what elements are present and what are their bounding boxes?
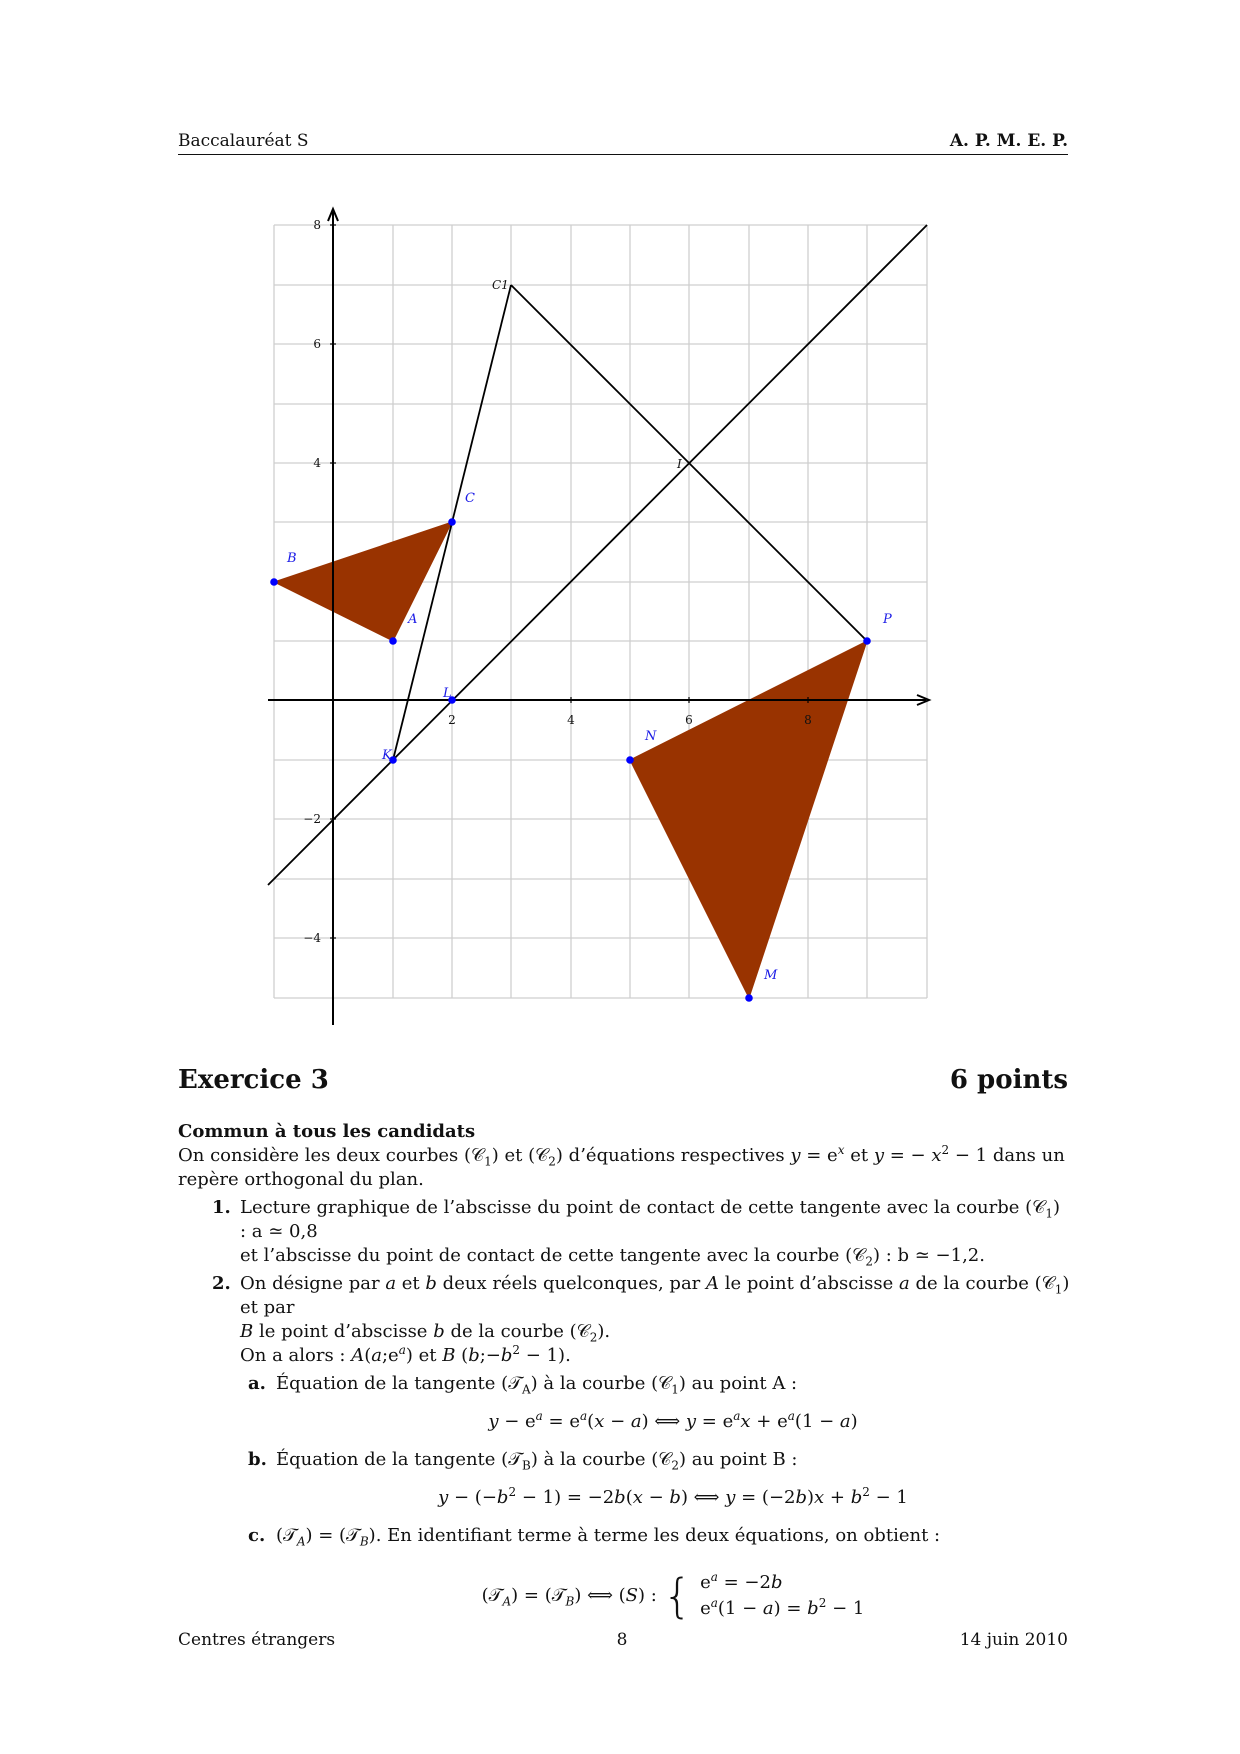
label-k: K — [382, 748, 392, 763]
brace: { — [662, 1569, 693, 1623]
exercise-body — [178, 1120, 1070, 1622]
question-2a: a. Équation de la tangente (𝒯$_A$) à la courbe (𝒞$_1$) au point A : $y - e^a = e^a(x - a)$ ⟺ $y = e^ax + e^a(1 - a)$ — [240, 1372, 1070, 1434]
exercise-title: Exercice 3 — [178, 1065, 329, 1095]
footer-right: 14 juin 2010 — [959, 1630, 1068, 1650]
header-right: A. P. M. E. P. — [949, 131, 1068, 151]
equation-tangent-b: $y - (-b^2 - 1) = -2b(x - b)$ ⟺ $y = (-2b)x + b^2 - 1$ — [438, 1485, 908, 1508]
x-tick-label: 4 — [567, 713, 575, 727]
point-a — [389, 637, 397, 645]
label-i: I — [677, 457, 682, 471]
label-m: M — [764, 968, 778, 983]
geometry-figure — [262, 205, 942, 1035]
footer-left: Centres étrangers — [178, 1630, 336, 1650]
y-tick-label: 4 — [313, 456, 321, 470]
point-n — [626, 756, 634, 764]
header-rule — [178, 154, 1068, 155]
exercise-points: 6 points — [949, 1065, 1068, 1095]
y-tick-label: 6 — [313, 337, 321, 351]
question-2: 2. On désigne par a et b deux réels quelconques, par A le point d’abscisse a de la courbe (𝒞$_1$) et par B le point d’abscisse b de la courbe (𝒞$_2$). On a alors : $A(a;e^a)$ et B $(b;-b^2 - 1)$. a. Équation de la tangente (𝒯$_A$) à la courbe (𝒞$_1$) au point A : $y - e^a = e^a(x - a)$ ⟺ $y = e^ax + e^a(1 - a)$ b. Équation de la tangente (𝒯$_B$) à la courbe (𝒞$_2$) au point B : $y - (-b^2 - 1) = -2b(x - b)$ ⟺ $y = (-2b)x + b^2 - 1$ c. (𝒯$_A$) = (𝒯$_B$). En identifiant terme à terme les deux équations, on obtient : (𝒯$_A$) = (𝒯$_B$) ⟺ (S) : { $e^a = -2b$ $e^a(1 - a) = b^2 - 1$ — [212, 1273, 1070, 1623]
y-tick-label: −4 — [303, 931, 321, 945]
point-p — [863, 637, 871, 645]
label-a: A — [408, 612, 418, 627]
y-tick-label: 8 — [313, 218, 321, 232]
header-left: Baccalauréat S — [178, 131, 309, 151]
x-tick-label: 2 — [448, 713, 456, 727]
y-tick-label: −2 — [303, 812, 321, 826]
label-p: P — [883, 612, 892, 627]
intro-paragraph: On considère les deux courbes (𝒞$_1$) et (𝒞$_2$) d’équations respectives $y = e^x$ et y = − $x^2 - 1$ dans un repère orthogonal du plan. — [178, 1143, 1065, 1190]
point-m — [745, 994, 753, 1002]
equation-system: (𝒯$_A$) = (𝒯$_B$) ⟺ (S) : { $e^a = -2b$ $e^a(1 - a) = b^2 - 1$ — [481, 1569, 865, 1623]
point-c — [448, 518, 456, 526]
question-2b: b. Équation de la tangente (𝒯$_B$) à la courbe (𝒞$_2$) au point B : $y - (-b^2 - 1) = -2b(x - b)$ ⟺ $y = (-2b)x + b^2 - 1$ — [240, 1448, 1070, 1510]
label-c: C — [465, 491, 475, 506]
question-2c: c. (𝒯$_A$) = (𝒯$_B$). En identifiant terme à terme les deux équations, on obtient : (𝒯$_A$) = (𝒯$_B$) ⟺ (S) : { $e^a = -2b$ $e^a(1 - a) = b^2 - 1$ — [240, 1524, 1070, 1622]
point-b — [270, 578, 278, 586]
x-tick-label: 8 — [804, 713, 812, 727]
label-l: L — [443, 686, 452, 701]
question-1: 1. Lecture graphique de l’abscisse du point de contact de cette tangente avec la courbe (𝒞$_1$) : a ≃ 0,8 et l’abscisse du point de contact de cette tangente avec la courbe (𝒞$_2$) : b ≃ −1,2. — [212, 1197, 1060, 1269]
label-c1: C1 — [492, 278, 509, 292]
x-tick-label: 6 — [685, 713, 693, 727]
label-b: B — [287, 551, 297, 566]
section-heading: Commun à tous les candidats — [178, 1121, 476, 1142]
page-number: 8 — [616, 1630, 628, 1650]
label-n: N — [645, 729, 657, 744]
equation-tangent-a: $y - e^a = e^a(x - a)$ ⟺ $y = e^ax + e^a(1 - a)$ — [488, 1409, 858, 1432]
